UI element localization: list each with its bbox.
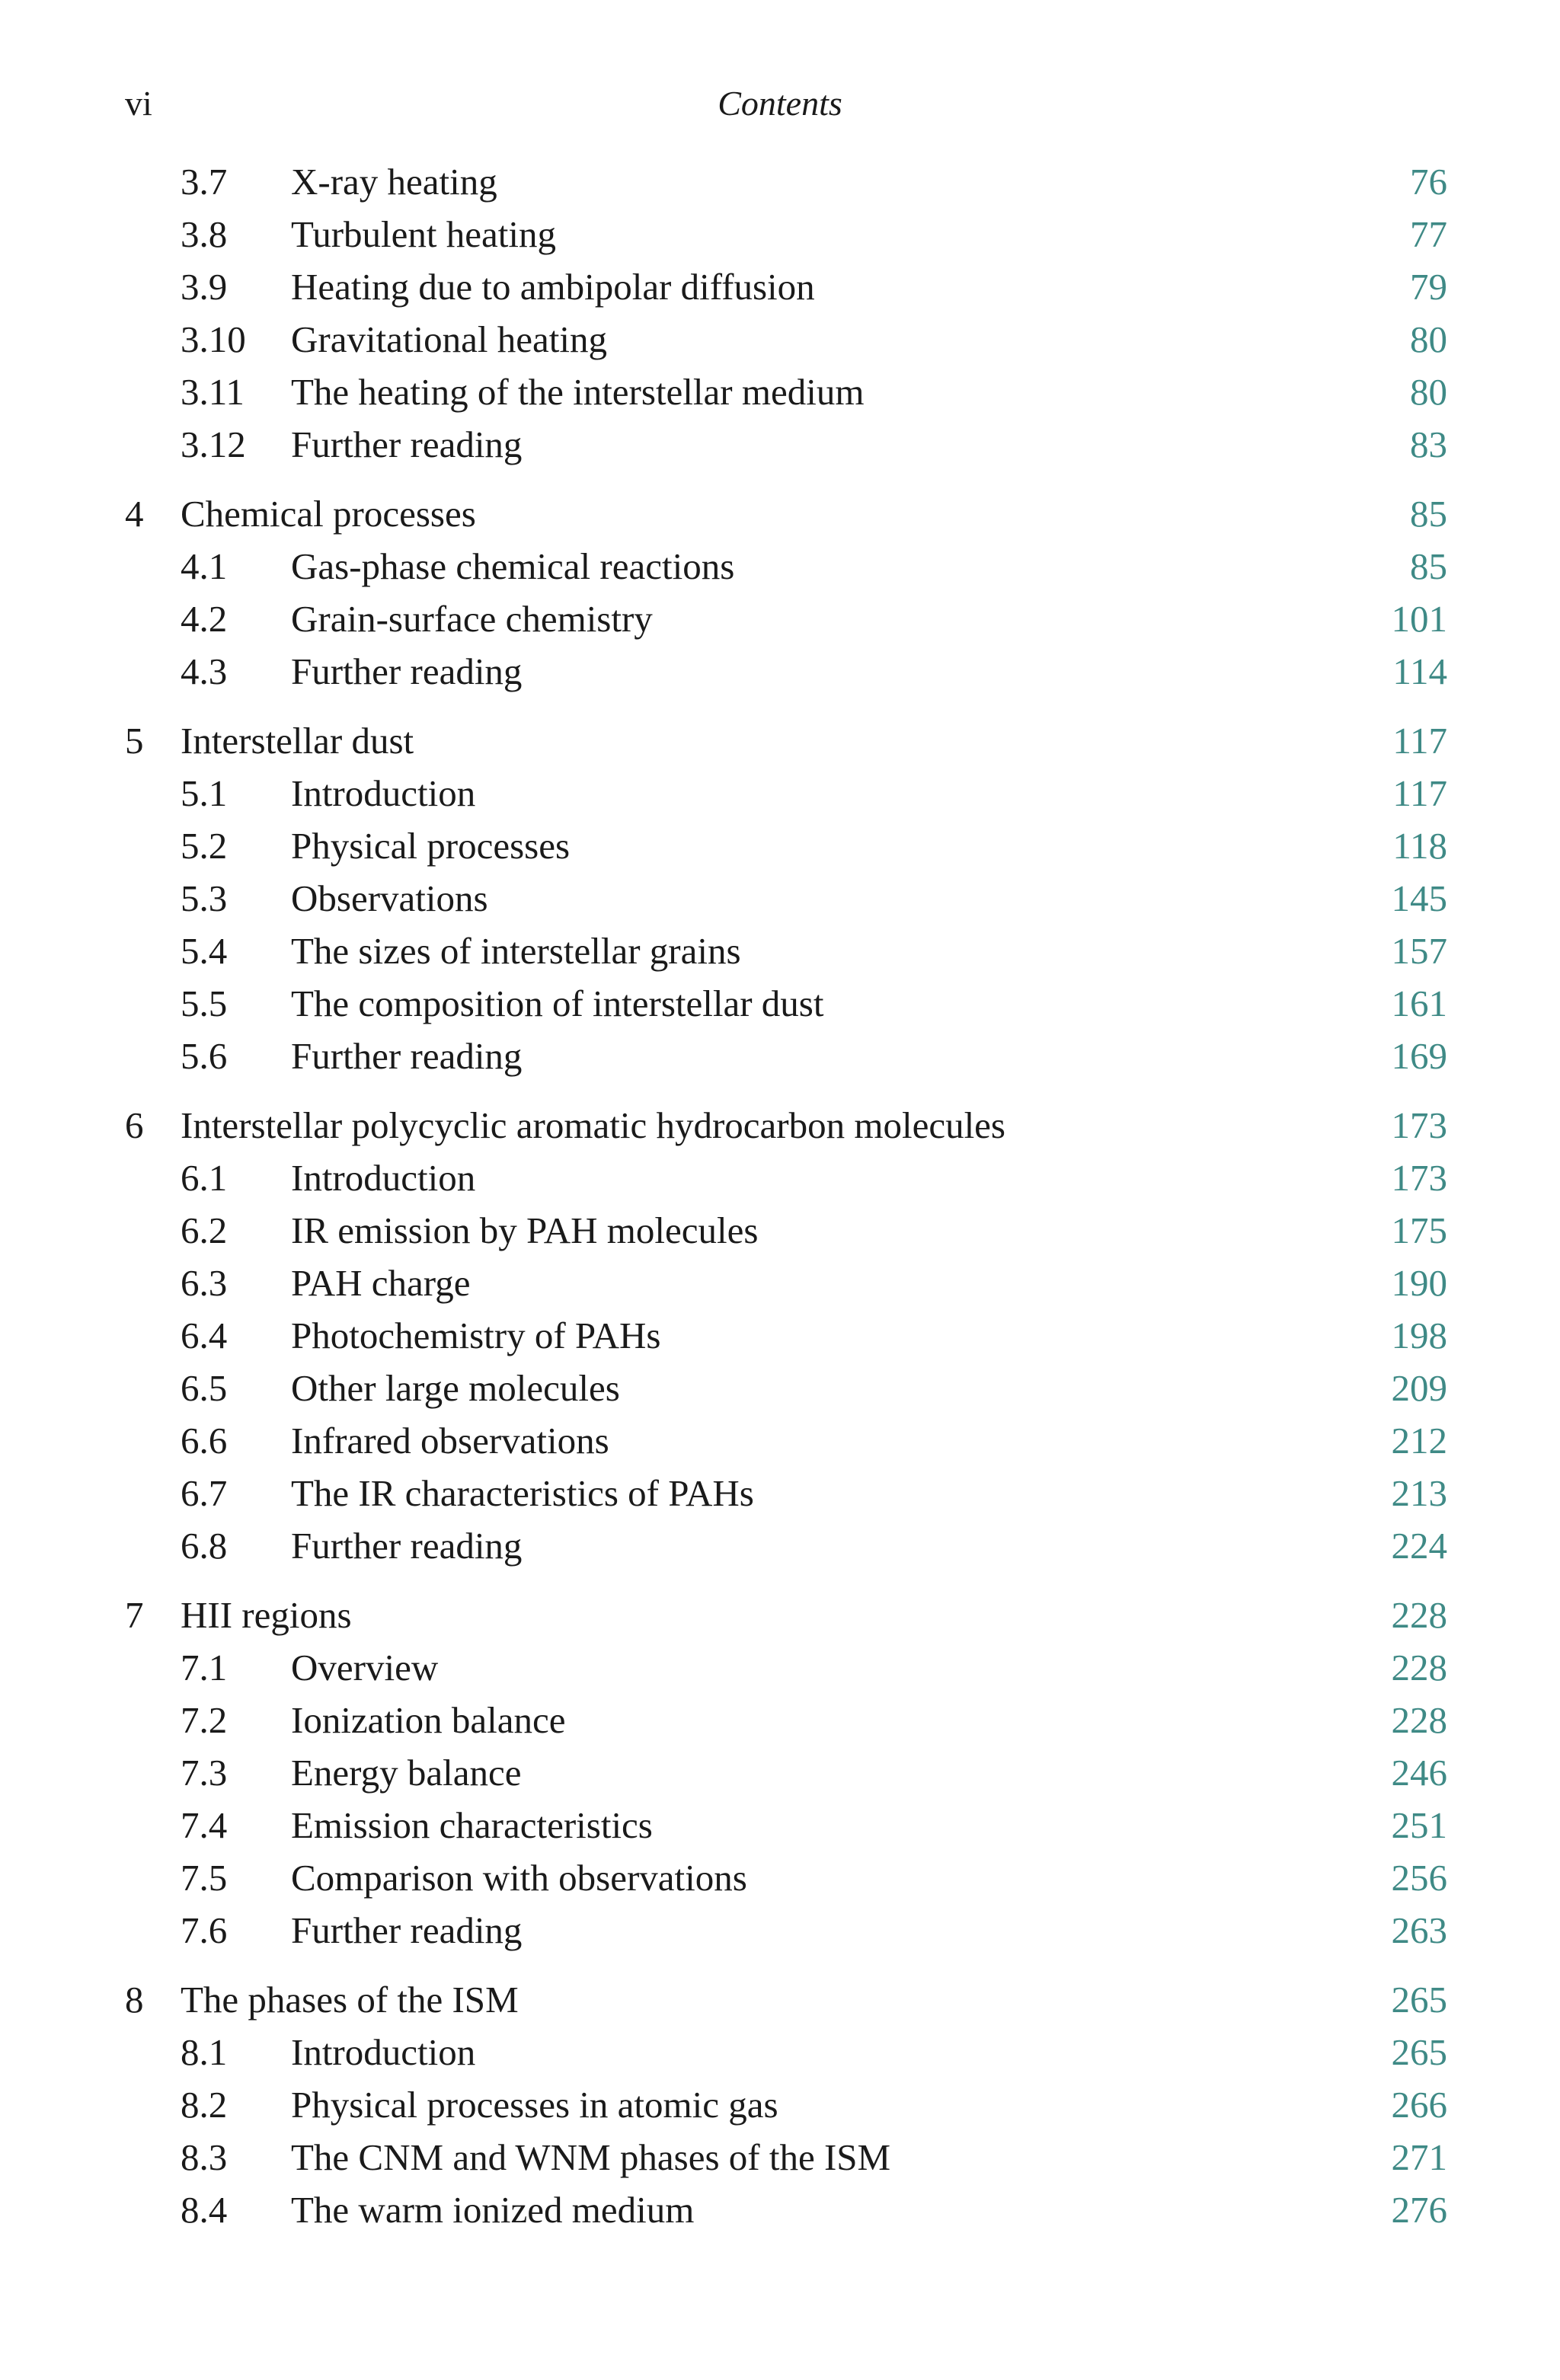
entry-page-link[interactable]: 228	[1391, 1699, 1447, 1741]
entry-title: Emission characteristics	[291, 1804, 653, 1846]
entry-title: X-ray heating	[291, 161, 497, 203]
entry-number: 4.1	[181, 545, 228, 587]
entry-number: 5.2	[181, 825, 228, 867]
entry-number: 8	[125, 1979, 144, 2021]
entry-title: The warm ionized medium	[291, 2189, 695, 2231]
entry-page-link[interactable]: 246	[1391, 1752, 1447, 1794]
toc-section-entry[interactable]	[0, 645, 1560, 698]
entry-title: Heating due to ambipolar diffusion	[291, 266, 815, 308]
entry-page-link[interactable]: 85	[1410, 545, 1447, 587]
entry-page-link[interactable]: 80	[1410, 371, 1447, 413]
entry-number: 7.1	[181, 1647, 228, 1688]
toc-section-entry[interactable]	[0, 925, 1560, 977]
page-header	[0, 81, 1560, 126]
toc-section-entry[interactable]	[0, 1467, 1560, 1519]
toc-section-entry[interactable]	[0, 1309, 1560, 1362]
entry-number: 7	[125, 1594, 144, 1636]
entry-page-link[interactable]: 256	[1391, 1857, 1447, 1899]
toc-section-entry[interactable]	[0, 1851, 1560, 1904]
toc-section-entry[interactable]	[0, 1257, 1560, 1309]
toc-section-entry[interactable]	[0, 155, 1560, 208]
entry-title: Further reading	[291, 1909, 523, 1951]
toc-chapter-entry[interactable]	[0, 714, 1560, 767]
entry-title: Comparison with observations	[291, 1857, 747, 1899]
entry-page-link[interactable]: 265	[1391, 1979, 1447, 2021]
entry-page-link[interactable]: 114	[1392, 650, 1447, 692]
entry-number: 6.1	[181, 1157, 228, 1199]
toc-section-entry[interactable]	[0, 1746, 1560, 1799]
toc-section-entry[interactable]	[0, 313, 1560, 366]
entry-title: Overview	[291, 1647, 439, 1688]
toc-section-entry[interactable]	[0, 1414, 1560, 1467]
entry-title: The heating of the interstellar medium	[291, 371, 865, 413]
entry-title: Interstellar dust	[181, 720, 414, 762]
entry-page-link[interactable]: 77	[1410, 213, 1447, 255]
entry-title: Further reading	[291, 1525, 523, 1567]
entry-title: Grain-surface chemistry	[291, 598, 653, 640]
entry-title: Gas-phase chemical reactions	[291, 545, 735, 587]
entry-title: The phases of the ISM	[181, 1979, 519, 2021]
entry-page-link[interactable]: 212	[1391, 1420, 1447, 1462]
entry-page-link[interactable]: 80	[1410, 318, 1447, 360]
entry-number: 4.3	[181, 650, 228, 692]
entry-number: 6.4	[181, 1315, 228, 1356]
entry-title: Further reading	[291, 1035, 523, 1077]
toc-section-entry[interactable]	[0, 2078, 1560, 2131]
entry-title: The IR characteristics of PAHs	[291, 1472, 754, 1514]
entry-title: Chemical processes	[181, 493, 476, 535]
entry-page-link[interactable]: 117	[1392, 772, 1447, 814]
entry-title: Introduction	[291, 1157, 476, 1199]
entry-number: 6.2	[181, 1209, 228, 1251]
entry-page-link[interactable]: 228	[1391, 1647, 1447, 1688]
entry-number: 3.10	[181, 318, 246, 360]
entry-number: 8.3	[181, 2136, 228, 2178]
table-of-contents	[0, 155, 1560, 2236]
toc-section-entry[interactable]	[0, 418, 1560, 471]
entry-page-link[interactable]: 263	[1391, 1909, 1447, 1951]
entry-page-link[interactable]: 118	[1392, 825, 1447, 867]
entry-number: 4	[125, 493, 144, 535]
entry-number: 5.6	[181, 1035, 228, 1077]
entry-page-link[interactable]: 175	[1391, 1209, 1447, 1251]
entry-page-link[interactable]: 83	[1410, 423, 1447, 465]
entry-number: 6.7	[181, 1472, 228, 1514]
entry-page-link[interactable]: 276	[1391, 2189, 1447, 2231]
entry-number: 3.8	[181, 213, 228, 255]
toc-chapter-entry[interactable]	[0, 487, 1560, 540]
entry-number: 7.6	[181, 1909, 228, 1951]
entry-page-link[interactable]: 266	[1391, 2084, 1447, 2126]
entry-page-link[interactable]: 173	[1391, 1104, 1447, 1146]
entry-page-link[interactable]: 198	[1391, 1315, 1447, 1356]
toc-section-entry[interactable]	[0, 208, 1560, 260]
entry-number: 7.4	[181, 1804, 228, 1846]
toc-section-entry[interactable]	[0, 819, 1560, 872]
entry-page-link[interactable]: 228	[1391, 1594, 1447, 1636]
entry-page-link[interactable]: 190	[1391, 1262, 1447, 1304]
entry-page-link[interactable]: 79	[1410, 266, 1447, 308]
toc-section-entry[interactable]	[0, 366, 1560, 418]
toc-section-entry[interactable]	[0, 1030, 1560, 1082]
toc-section-entry[interactable]	[0, 977, 1560, 1030]
entry-title: Interstellar polycyclic aromatic hydrocarbon molecules	[181, 1104, 1006, 1146]
entry-title: IR emission by PAH molecules	[291, 1209, 759, 1251]
entry-page-link[interactable]: 101	[1391, 598, 1447, 640]
entry-number: 6.8	[181, 1525, 228, 1567]
entry-title: HII regions	[181, 1594, 352, 1636]
toc-chapter-entry[interactable]	[0, 1099, 1560, 1152]
entry-title: PAH charge	[291, 1262, 471, 1304]
entry-title: Energy balance	[291, 1752, 522, 1794]
entry-number: 5.3	[181, 877, 228, 919]
entry-number: 7.3	[181, 1752, 228, 1794]
entry-title: Introduction	[291, 772, 476, 814]
entry-number: 3.12	[181, 423, 246, 465]
entry-title: Turbulent heating	[291, 213, 556, 255]
entry-title: The sizes of interstellar grains	[291, 930, 741, 972]
entry-page-link[interactable]: 76	[1410, 161, 1447, 203]
entry-number: 3.9	[181, 266, 228, 308]
entry-page-link[interactable]: 145	[1391, 877, 1447, 919]
toc-section-entry[interactable]	[0, 1204, 1560, 1257]
entry-page-link[interactable]: 209	[1391, 1367, 1447, 1409]
toc-section-entry[interactable]	[0, 2184, 1560, 2236]
toc-section-entry[interactable]	[0, 1904, 1560, 1957]
toc-chapter-entry[interactable]	[0, 1973, 1560, 2026]
entry-title: Further reading	[291, 423, 523, 465]
entry-number: 6	[125, 1104, 144, 1146]
toc-section-entry[interactable]	[0, 593, 1560, 645]
entry-number: 3.7	[181, 161, 228, 203]
page-number: vi	[125, 84, 152, 123]
toc-section-entry[interactable]	[0, 1799, 1560, 1851]
entry-page-link[interactable]: 173	[1391, 1157, 1447, 1199]
entry-title: Further reading	[291, 650, 523, 692]
entry-page-link[interactable]: 265	[1391, 2031, 1447, 2073]
entry-page-link[interactable]: 85	[1410, 493, 1447, 535]
entry-number: 3.11	[181, 371, 245, 413]
entry-page-link[interactable]: 117	[1392, 720, 1447, 762]
entry-number: 6.3	[181, 1262, 228, 1304]
entry-title: Ionization balance	[291, 1699, 566, 1741]
toc-section-entry[interactable]	[0, 2026, 1560, 2078]
entry-number: 6.5	[181, 1367, 228, 1409]
entry-number: 5.4	[181, 930, 228, 972]
toc-section-entry[interactable]	[0, 260, 1560, 313]
entry-page-link[interactable]: 161	[1391, 982, 1447, 1024]
entry-title: Physical processes	[291, 825, 571, 867]
entry-title: Other large molecules	[291, 1367, 620, 1409]
entry-number: 8.1	[181, 2031, 228, 2073]
entry-page-link[interactable]: 251	[1391, 1804, 1447, 1846]
entry-page-link[interactable]: 271	[1391, 2136, 1447, 2178]
entry-title: Physical processes in atomic gas	[291, 2084, 778, 2126]
entry-title: Photochemistry of PAHs	[291, 1315, 661, 1356]
entry-title: The CNM and WNM phases of the ISM	[291, 2136, 891, 2178]
toc-section-entry[interactable]	[0, 1519, 1560, 1572]
toc-section-entry[interactable]	[0, 1641, 1560, 1694]
running-head: Contents	[718, 84, 842, 123]
entry-number: 5.1	[181, 772, 228, 814]
entry-number: 5	[125, 720, 144, 762]
entry-title: Gravitational heating	[291, 318, 607, 360]
toc-section-entry[interactable]	[0, 1362, 1560, 1414]
toc-section-entry[interactable]	[0, 540, 1560, 593]
entry-number: 4.2	[181, 598, 228, 640]
entry-number: 7.5	[181, 1857, 228, 1899]
entry-page-link[interactable]: 169	[1391, 1035, 1447, 1077]
entry-number: 8.2	[181, 2084, 228, 2126]
entry-page-link[interactable]: 213	[1391, 1472, 1447, 1514]
entry-page-link[interactable]: 224	[1391, 1525, 1447, 1567]
entry-number: 8.4	[181, 2189, 228, 2231]
entry-number: 7.2	[181, 1699, 228, 1741]
entry-title: Introduction	[291, 2031, 476, 2073]
entry-number: 5.5	[181, 982, 228, 1024]
toc-section-entry[interactable]	[0, 767, 1560, 819]
entry-title: Observations	[291, 877, 488, 919]
toc-section-entry[interactable]	[0, 1694, 1560, 1746]
toc-section-entry[interactable]	[0, 1152, 1560, 1204]
toc-chapter-entry[interactable]	[0, 1589, 1560, 1641]
entry-title: Infrared observations	[291, 1420, 609, 1462]
entry-number: 6.6	[181, 1420, 228, 1462]
entry-page-link[interactable]: 157	[1391, 930, 1447, 972]
entry-title: The composition of interstellar dust	[291, 982, 824, 1024]
toc-section-entry[interactable]	[0, 872, 1560, 925]
toc-section-entry[interactable]	[0, 2131, 1560, 2184]
